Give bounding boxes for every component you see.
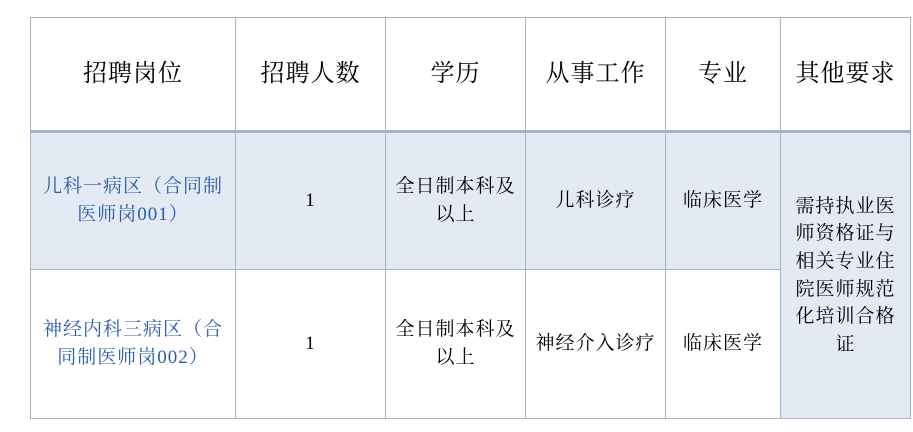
cell-other-requirement: 需持执业医师资格证与相关专业住院医师规范化培训合格证 [781,132,911,419]
cell-major: 临床医学 [666,132,781,270]
cell-post: 儿科一病区（合同制医师岗001） [31,132,236,270]
column-header-other: 其他要求 [781,18,911,132]
cell-major: 临床医学 [666,270,781,419]
recruitment-table [30,17,911,419]
column-header-work: 从事工作 [526,18,666,132]
cell-work: 儿科诊疗 [526,132,666,270]
cell-post: 神经内科三病区（合同制医师岗002） [31,270,236,419]
table-row [31,132,911,270]
table-row [31,270,911,419]
column-header-education: 学历 [386,18,526,132]
cell-count: 1 [236,132,386,270]
table-header-row [31,18,911,132]
column-header-count: 招聘人数 [236,18,386,132]
column-header-post: 招聘岗位 [31,18,236,132]
cell-education: 全日制本科及以上 [386,132,526,270]
cell-count: 1 [236,270,386,419]
column-header-major: 专业 [666,18,781,132]
cell-work: 神经介入诊疗 [526,270,666,419]
cell-education: 全日制本科及以上 [386,270,526,419]
recruitment-table-document [0,17,913,432]
